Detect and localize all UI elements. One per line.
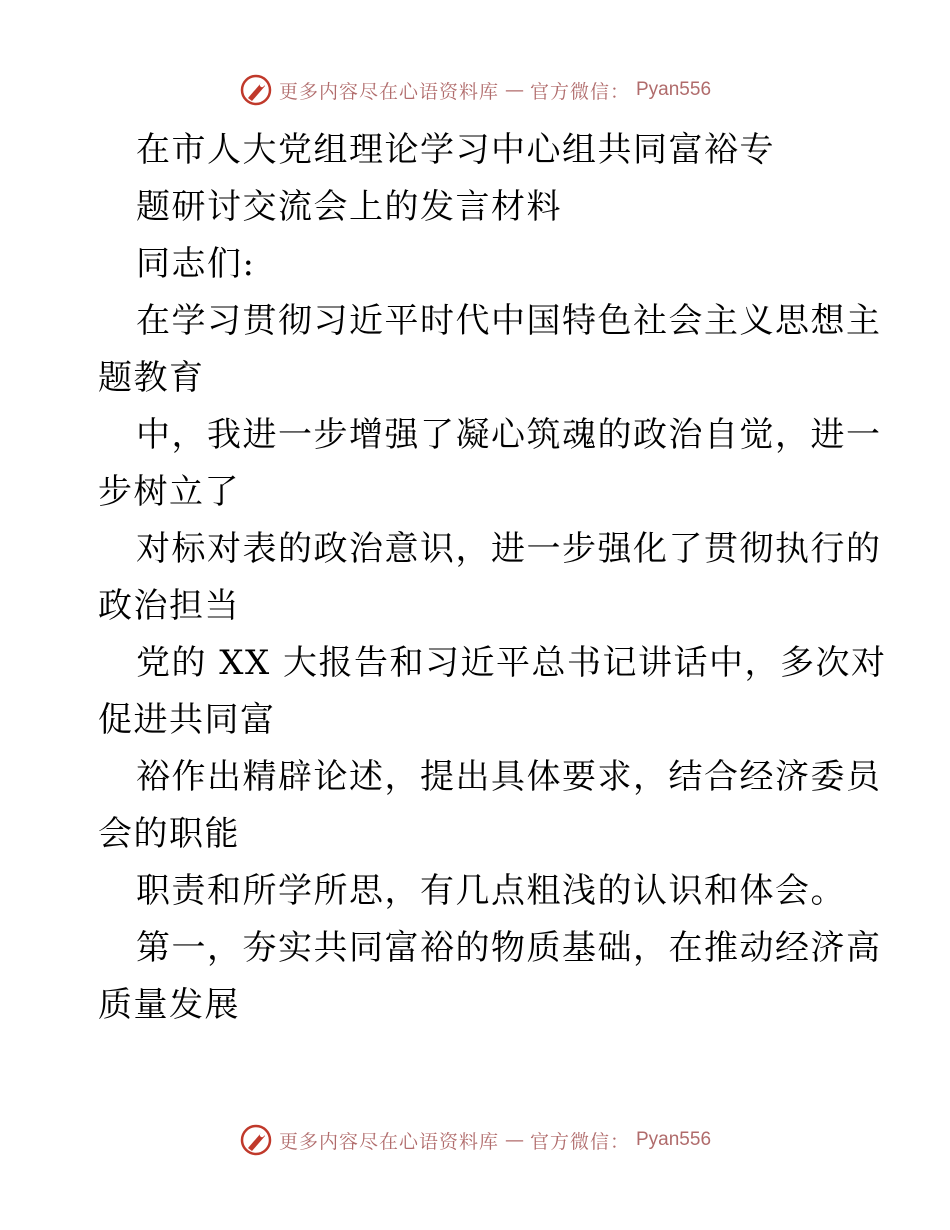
text-line: 会的职能 xyxy=(98,814,240,854)
text-line: 质量发展 xyxy=(98,985,240,1025)
text-line: 政治担当 xyxy=(98,586,240,626)
document-body xyxy=(98,122,887,1034)
text-line: 在市人大党组理论学习中心组共同富裕专 xyxy=(136,130,775,170)
banner-main-text: 更多内容尽在心语资料库 xyxy=(278,80,499,103)
banner-wechat-id: Pyan556 xyxy=(636,1129,712,1150)
text-line: 党的 XX 大报告和习近平总书记讲话中，多次对 xyxy=(136,643,887,683)
text-line: 中，我进一步增强了凝心筑魂的政治自觉，进一 xyxy=(136,415,882,455)
banner-wechat-label: 官方微信： xyxy=(529,80,630,103)
text-line: 步树立了 xyxy=(98,472,240,512)
text-line: 题教育 xyxy=(98,358,205,398)
banner-separator: — xyxy=(504,79,524,101)
text-line: 在学习贯彻习近平时代中国特色社会主义思想主 xyxy=(136,301,882,341)
text-line: 促进共同富 xyxy=(98,700,276,740)
header-banner xyxy=(0,70,950,110)
text-line: 裕作出精辟论述，提出具体要求，结合经济委员 xyxy=(136,757,882,797)
banner-wechat-id: Pyan556 xyxy=(636,79,712,100)
pen-nib-logo-icon xyxy=(239,1123,273,1157)
text-line: 题研讨交流会上的发言材料 xyxy=(136,187,562,227)
text-line: 同志们: xyxy=(136,244,256,284)
banner-wechat-label: 官方微信： xyxy=(529,1130,630,1153)
text-line: 对标对表的政治意识，进一步强化了贯彻执行的 xyxy=(136,529,882,569)
banner-main-text: 更多内容尽在心语资料库 xyxy=(278,1130,499,1153)
pen-nib-logo-icon xyxy=(239,73,273,107)
text-line: 第一，夯实共同富裕的物质基础，在推动经济高 xyxy=(136,928,882,968)
banner-separator: — xyxy=(504,1129,524,1151)
text-line: 职责和所学所思，有几点粗浅的认识和体会。 xyxy=(136,871,846,911)
footer-banner xyxy=(0,1120,950,1160)
